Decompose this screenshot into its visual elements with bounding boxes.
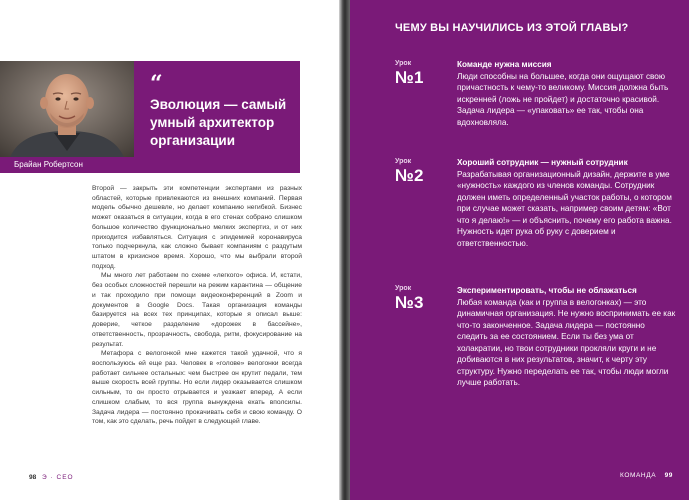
paragraph: Мы много лет работаем по схеме «легкого» офиса. И, кстати, без особых сложностей перешли на режим карантина — общение и так проходило при помощи видеоконференций в Zoom и документов в Google Docs. Такая организация команды базируется на всех тех принципах, которые я описал выше: доверие, четкое разделение «дорожек в бассейне», ответственность, прозрачность, свобода, ритм, фокусирование на результат. xyxy=(92,272,302,348)
author-photo xyxy=(0,61,134,157)
folio-right xyxy=(620,472,673,479)
lesson-text-3 xyxy=(457,285,677,389)
paragraph: Метафора с велогонкой мне кажется такой удачной, что я воспользуюсь ей еще раз. Человек в «голове» велогонки всегда работает сильнее остальных: чем быстрее он крутит педали, тем выше скорость всей группы. Но если лидер оказывается слишком сильным, то он просто отрывается и уезжает вперед. А если слишком слабым, то вся группа вынуждена ехать вполсилы. Задача лидера — постоянно прокачивать себя и свою команду. О том, как это сделать, речь пойдет в следующей главе. xyxy=(92,350,302,426)
pull-quote: Эволюция — самый умный архитектор организации xyxy=(150,97,287,148)
lesson-body: Разрабатывая организационный дизайн, держите в уме «нужность» каждого из членов команды. Сотрудник должен иметь определенный участок работы, о котором при случае может сказать, например своим детям: «Вот что я делаю!» — и объяснить, почему его работа важна. Нужность идет рука об руку с доверием и ответственностью. xyxy=(457,169,672,248)
lesson-label: Урок xyxy=(395,60,412,67)
quote-mark-icon: “ xyxy=(150,71,163,97)
paragraph: Второй — закрыть эти компетенции экспертами из разных областей, которые привлекаются из внешних компаний. Первая модель обычно дешевле, но делает компанию негибкой. Бизнес может оказаться в ситуации, когда в его стенах собрано слишком большое количество функционально мелких экспертиз, и от них приходится избавляться. Ситуация с эпидемией коронавируса только подчеркнула, как сложно бывает компаниям с раздутым штатом в кризисное время. Хорошо, что мы выбрали второй подход. xyxy=(92,185,302,270)
book-spine xyxy=(339,0,350,500)
left-page xyxy=(0,0,339,500)
lesson-heading: Команде нужна миссия xyxy=(457,60,552,69)
lesson-label: Урок xyxy=(395,285,412,292)
section-label: Э · CEO xyxy=(42,474,74,481)
lesson-marker-1 xyxy=(395,60,423,87)
photo-caption: Брайан Робертсон xyxy=(0,157,134,173)
lesson-text-1 xyxy=(457,59,677,128)
page-number: 99 xyxy=(664,472,673,479)
lesson-number: №1 xyxy=(395,68,424,87)
body-text xyxy=(92,184,302,427)
lesson-label: Урок xyxy=(395,158,412,165)
lesson-heading: Экспериментировать, чтобы не облажаться xyxy=(457,286,637,295)
section-label: КОМАНДА xyxy=(620,472,657,479)
lesson-body: Любая команда (как и группа в велогонках) — это динамичная организация. Не нужно воспринимать ее как что-то законченное. Задача лидера — постоянно следить за ее состоянием. Если ты без ума от холакратии, но твои сотрудники прокляли круги и не добиваются в них результатов, значит, к черту эту структуру. Нужно переделать ее так, чтобы люди могли лучше работать. xyxy=(457,297,676,387)
lesson-number: №3 xyxy=(395,293,424,312)
folio-left xyxy=(29,474,74,481)
lesson-heading: Хороший сотрудник — нужный сотрудник xyxy=(457,158,628,167)
lesson-marker-3 xyxy=(395,285,423,312)
lesson-body: Люди способны на большее, когда они ощущают свою причастность к чему-то великому. Миссия должна быть искренней (ложь не пройдет) и достаточно красивой. Задача лидера — «упаковать» ее так, чтобы она вдохновляла. xyxy=(457,71,669,127)
lesson-number: №2 xyxy=(395,166,424,185)
page-number: 98 xyxy=(29,474,37,481)
chapter-summary-title: ЧЕМУ ВЫ НАУЧИЛИСЬ ИЗ ЭТОЙ ГЛАВЫ? xyxy=(395,22,629,34)
lesson-text-2 xyxy=(457,157,677,249)
right-page xyxy=(350,0,689,500)
lesson-marker-2 xyxy=(395,158,423,185)
